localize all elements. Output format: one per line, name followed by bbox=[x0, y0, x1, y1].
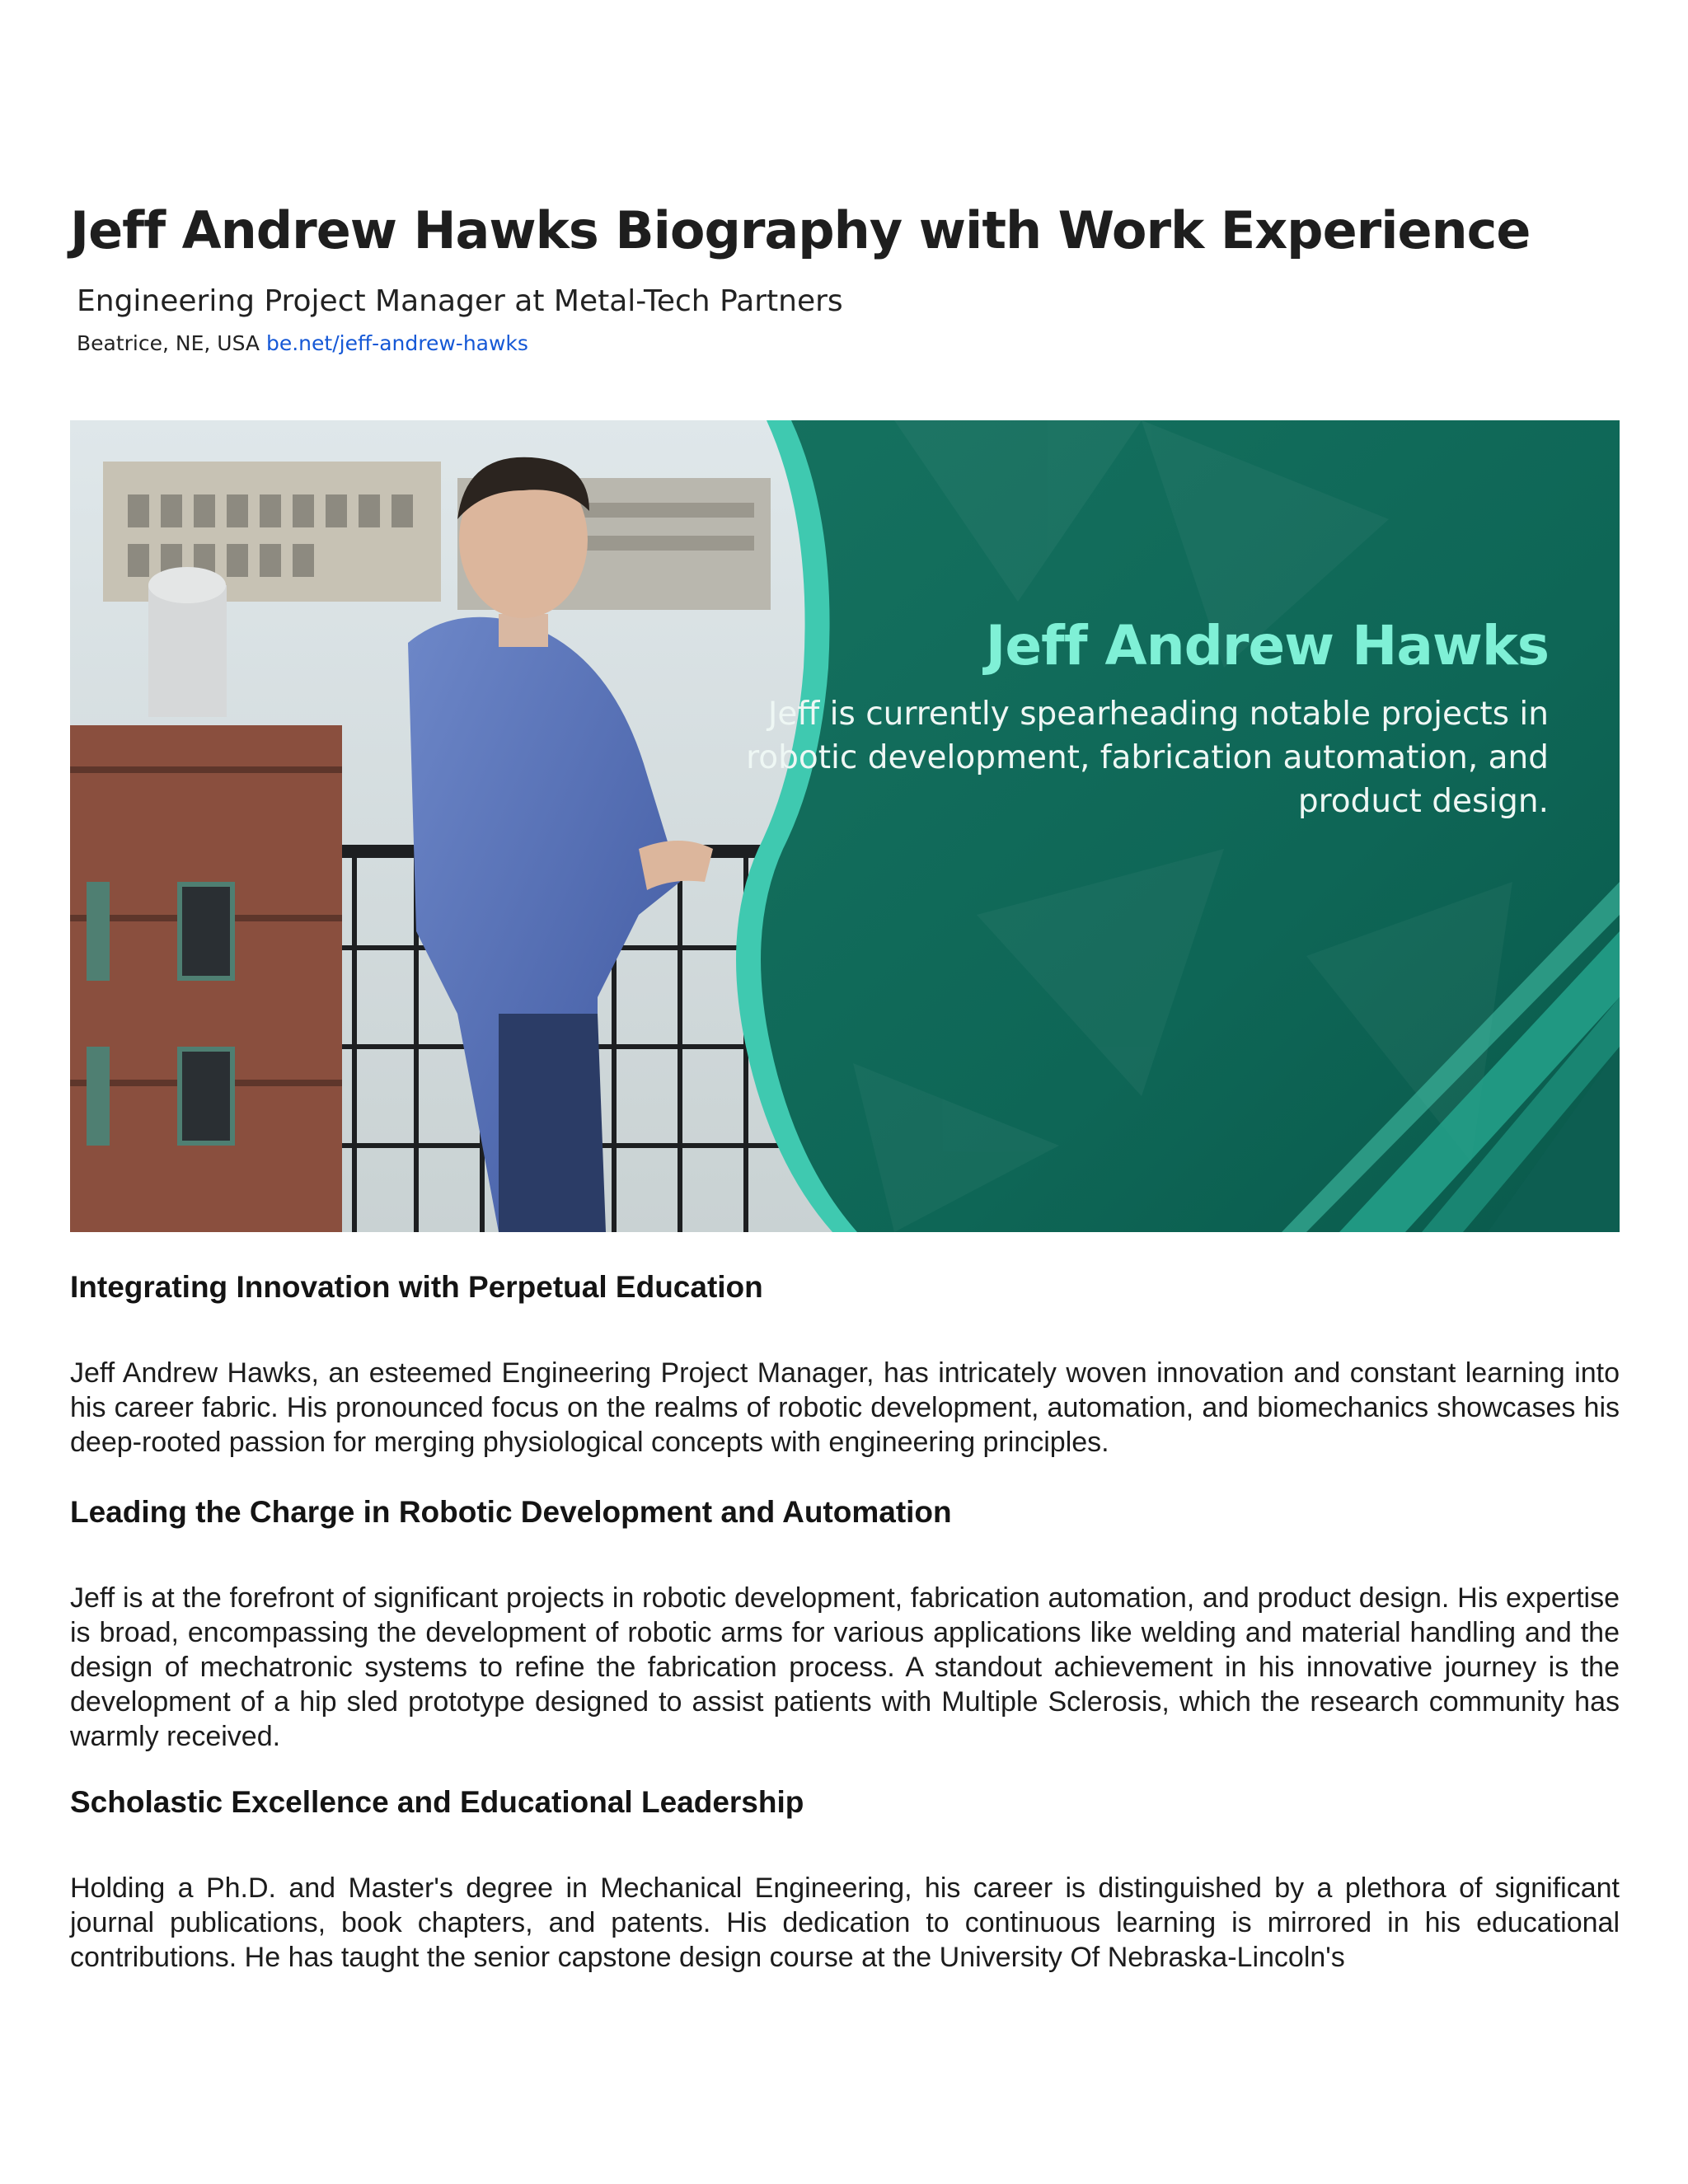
location-text: Beatrice, NE, USA bbox=[77, 331, 260, 355]
profile-link[interactable]: be.net/jeff-andrew-hawks bbox=[265, 331, 528, 355]
section-body-education: Holding a Ph.D. and Master's degree in Mechanical Engineering, his career is distinguished by a plethora of significant journal publications, book chapters, and patents. His dedication to continuous learning is mirrored in his educational contributions. He has taught the senior capstone design course at the University Of Nebraska-Lincoln's bbox=[70, 1872, 1620, 1973]
section-body-robotics: Jeff is at the forefront of significant projects in robotic development, fabrication automation, and product design. His expertise is broad, encompassing the development of robotic arms for various applications like welding and material handling and the design of mechatronic systems to refine the fabrication process. A standout achievement in his innovative journey is the development of a hip sled prototype designed to assist patients with Multiple Sclerosis, which the research community has warmly received. bbox=[70, 1582, 1620, 1752]
hero-banner bbox=[70, 420, 1620, 1232]
location-line bbox=[77, 331, 528, 356]
section-heading-innovation: Integrating Innovation with Perpetual Education bbox=[70, 1270, 763, 1304]
section-heading-education: Scholastic Excellence and Educational Leadership bbox=[70, 1785, 804, 1819]
section-heading-robotics: Leading the Charge in Robotic Development and Automation bbox=[70, 1495, 952, 1529]
banner-illustration bbox=[70, 420, 1620, 1232]
banner-name: Jeff Andrew Hawks bbox=[985, 614, 1549, 677]
job-title: Engineering Project Manager at Metal-Tech Partners bbox=[77, 284, 843, 318]
section-body-innovation: Jeff Andrew Hawks, an esteemed Engineering Project Manager, has intricately woven innovation and constant learning into his career fabric. His pronounced focus on the realms of robotic development, automation, and biomechanics showcases his deep-rooted passion for merging physiological concepts with engineering principles. bbox=[70, 1357, 1620, 1458]
banner-tagline: Jeff is currently spearheading notable projects in robotic development, fabrication automation, and product design. bbox=[746, 696, 1549, 820]
page-title: Jeff Andrew Hawks Biography with Work Experience bbox=[70, 200, 1531, 260]
silo bbox=[148, 585, 227, 717]
